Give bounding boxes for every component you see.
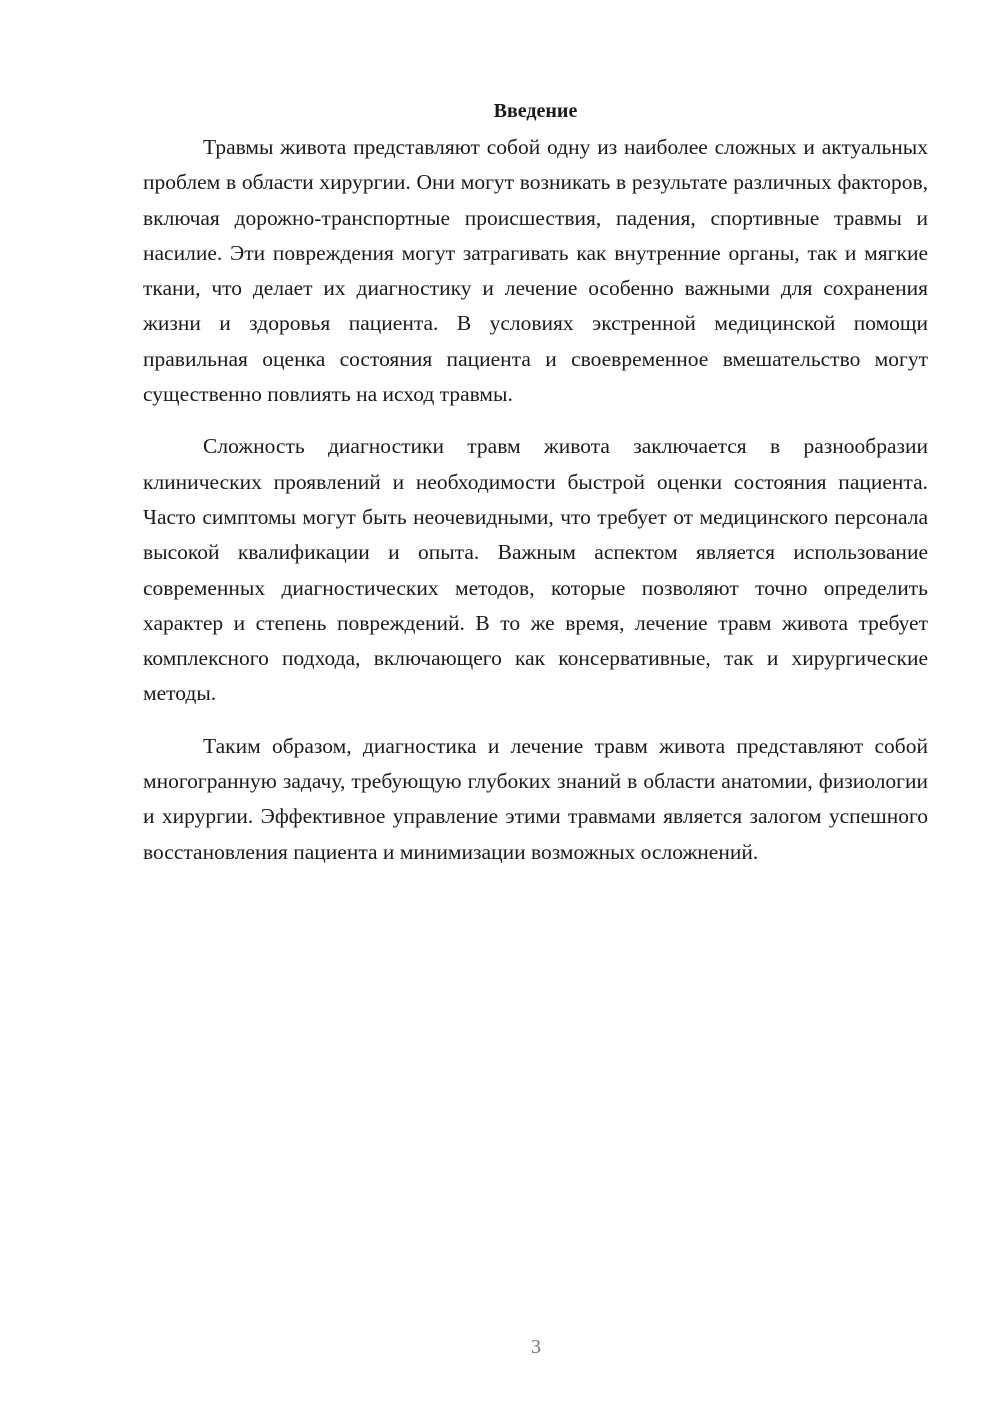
page-content <box>143 96 928 887</box>
paragraph-3: Таким образом, диагностика и лечение травм живота представляют собой многогранную задачу, требующую глубоких знаний в области анатомии, физиологии и хирургии. Эффективное управление этими травмами является залогом успешного восстановления пациента и минимизации возможных осложнений. <box>143 733 928 864</box>
paragraph-2: Сложность диагностики травм живота заключается в разнообразии клинических проявлений и необходимости быстрой оценки состояния пациента. Часто симптомы могут быть неочевидными, что требует от медицинского персонала высокой квалификации и опыта. Важным аспектом является использование современных диагностических методов, которые позволяют точно определить характер и степень повреждений. В то же время, лечение травм живота требует комплексного подхода, включающего как консервативные, так и хирургические методы. <box>143 434 928 706</box>
section-heading: Введение <box>493 100 578 122</box>
page-number: 3 <box>531 1336 541 1358</box>
paragraph-1: Травмы живота представляют собой одну из наиболее сложных и актуальных проблем в области хирургии. Они могут возникать в результате различных факторов, включая дорожно-транспортные происшествия, падения, спортивные травмы и насилие. Эти повреждения могут затрагивать как внутренние органы, так и мягкие ткани, что делает их диагностику и лечение особенно важными для сохранения жизни и здоровья пациента. В условиях экстренной медицинской помощи правильная оценка состояния пациента и своевременное вмешательство могут существенно повлиять на исход травмы. <box>143 135 928 407</box>
